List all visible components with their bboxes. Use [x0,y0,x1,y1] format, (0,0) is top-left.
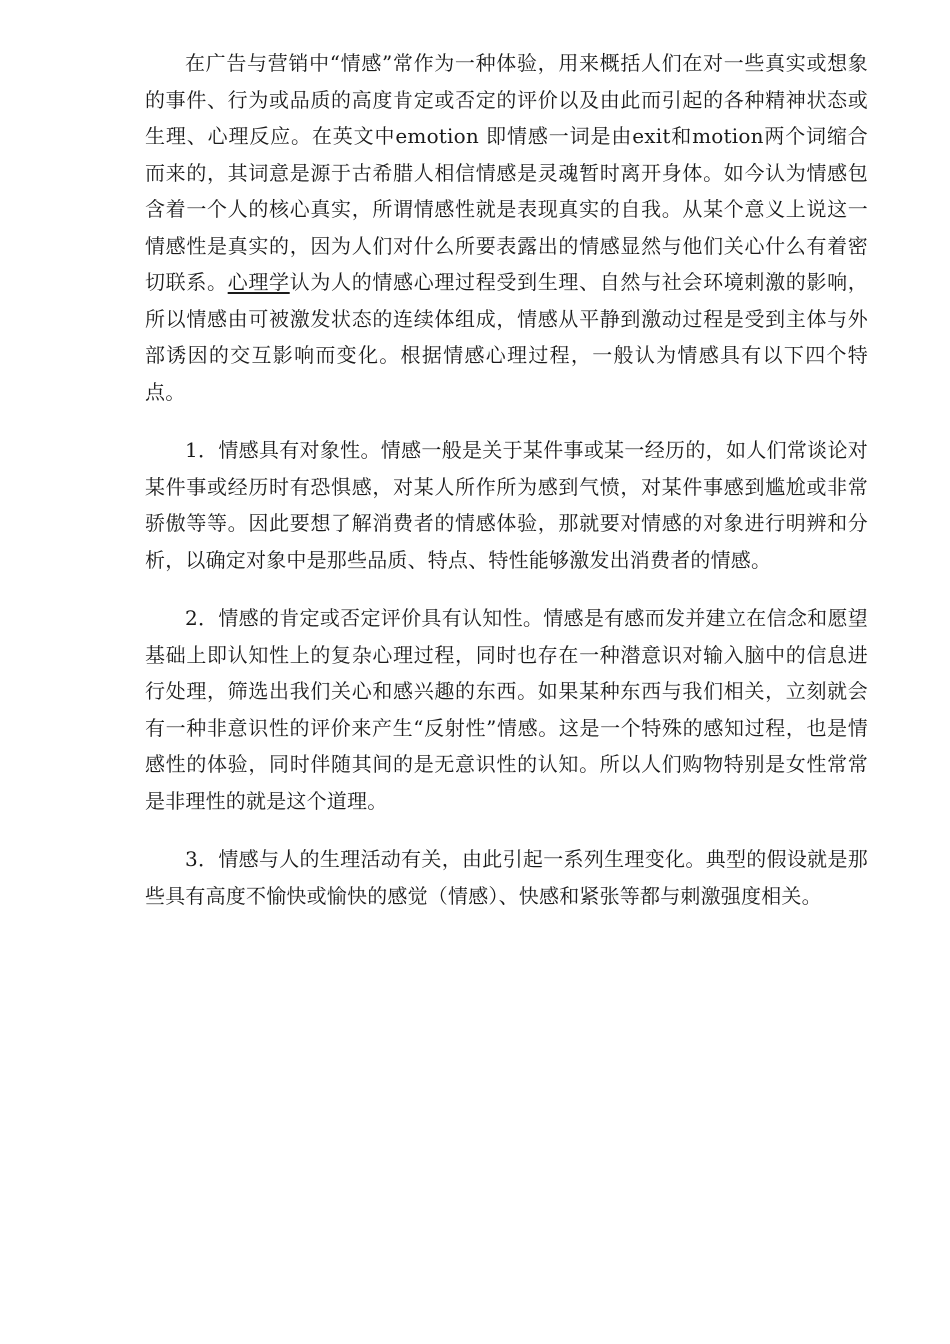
paragraph-text: 3．情感与人的生理活动有关，由此引起一系列生理变化。典型的假设就是那些具有高度不愉快或愉快的感觉（情感）、快感和紧张等都与刺激强度相关。 [145,847,868,908]
paragraph-text: 认为人的情感心理过程受到生理、自然与社会环境刺激的影响，所以情感由可被激发状态的连续体组成，情感从平静到激动过程是受到主体与外部诱因的交互影响而变化。根据情感心理过程，一般认为情感具有以下四个特点。 [145,270,868,404]
paragraph-text: 在广告与营销中“情感”常作为一种体验，用来概括人们在对一些真实或想象的事件、行为或品质的高度肯定或否定的评价以及由此而引起的各种精神状态或生理、心理反应。在英文中emotion 即情感一词是由exit和motion两个词缩合而来的，其词意是源于古希腊人相信情感是灵魂暂时离开身体。如今认为情感包含着一个人的核心真实，所谓情感性就是表现真实的自我。从某个意义上说这一情感性是真实的，因为人们对什么所要表露出的情感显然与他们关心什么有着密切联系。 [145,51,868,294]
paragraph-intro [145,45,868,410]
paragraph-point-1 [145,432,868,578]
document-body [145,45,868,914]
psychology-link[interactable]: 心理学 [227,270,290,294]
paragraph-text: 1．情感具有对象性。情感一般是关于某件事或某一经历的，如人们常谈论对某件事或经历时有恐惧感，对某人所作所为感到气愤，对某件事感到尴尬或非常骄傲等等。因此要想了解消费者的情感体验，那就要对情感的对象进行明辨和分析，以确定对象中是那些品质、特点、特性能够激发出消费者的情感。 [145,438,868,572]
paragraph-point-2 [145,600,868,819]
paragraph-point-3 [145,841,868,914]
paragraph-text: 2．情感的肯定或否定评价具有认知性。情感是有感而发并建立在信念和愿望基础上即认知性上的复杂心理过程，同时也存在一种潜意识对输入脑中的信息进行处理，筛选出我们关心和感兴趣的东西。如果某种东西与我们相关，立刻就会有一种非意识性的评价来产生“反射性”情感。这是一个特殊的感知过程，也是情感性的体验，同时伴随其间的是无意识性的认知。所以人们购物特别是女性常常是非理性的就是这个道理。 [145,606,868,813]
